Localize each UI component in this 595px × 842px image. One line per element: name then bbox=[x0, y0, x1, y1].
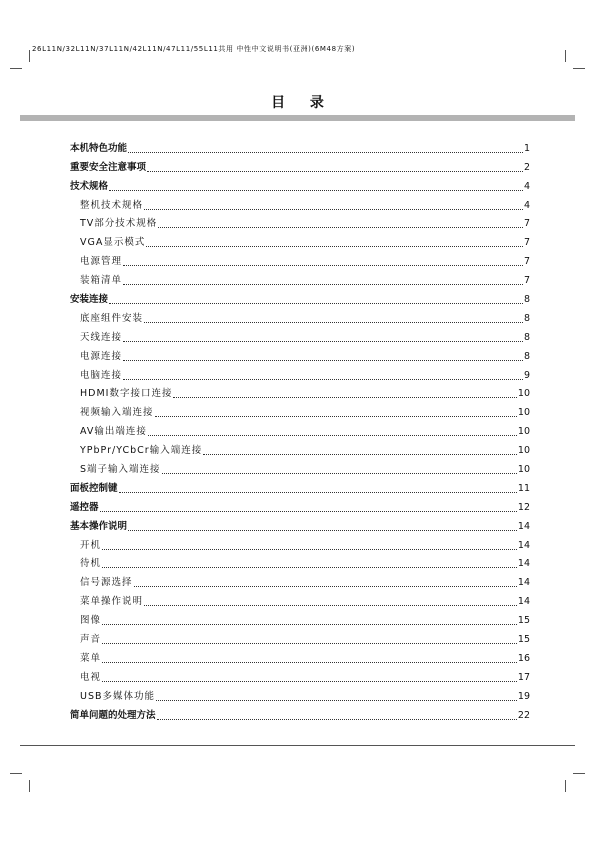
toc-entry-title: 遥控器 bbox=[70, 501, 99, 513]
dot-leader bbox=[123, 341, 523, 342]
dot-leader bbox=[102, 549, 517, 550]
toc-page-number: 7 bbox=[523, 275, 530, 287]
toc-page-number: 19 bbox=[517, 690, 530, 702]
toc-entry-title: S端子输入端连接 bbox=[80, 464, 161, 476]
dot-leader bbox=[109, 303, 523, 304]
toc-entry-title: TV部分技术规格 bbox=[80, 218, 158, 230]
toc-entry-title: 信号源选择 bbox=[80, 577, 133, 589]
toc-section-entry[interactable] bbox=[70, 420, 530, 439]
toc-entry-title: VGA显示模式 bbox=[80, 237, 146, 249]
toc-page-number: 10 bbox=[517, 426, 530, 438]
crop-mark-top-left-h bbox=[10, 68, 22, 69]
dot-leader bbox=[109, 190, 523, 191]
toc-chapter-entry[interactable] bbox=[70, 156, 530, 175]
dot-leader bbox=[102, 624, 517, 625]
toc-section-entry[interactable] bbox=[70, 628, 530, 647]
toc-entry-title: 技术规格 bbox=[70, 180, 109, 192]
toc-section-entry[interactable] bbox=[70, 213, 530, 232]
document-header: 26L11N/32L11N/37L11N/42L11N/47L11/55L11共用 中性中文说明书(亚洲)(6M48方案) bbox=[32, 45, 356, 53]
toc-chapter-entry[interactable] bbox=[70, 496, 530, 515]
dot-leader bbox=[144, 322, 523, 323]
toc-page-number: 1 bbox=[523, 142, 530, 154]
dot-leader bbox=[100, 511, 517, 512]
dot-leader bbox=[102, 567, 517, 568]
toc-entry-title: 电源管理 bbox=[80, 256, 123, 268]
toc-page-number: 14 bbox=[517, 577, 530, 589]
toc-chapter-entry[interactable] bbox=[70, 175, 530, 194]
toc-section-entry[interactable] bbox=[70, 250, 530, 269]
crop-mark-bottom-left-v bbox=[29, 780, 30, 792]
toc-entry-title: 开机 bbox=[80, 539, 102, 551]
dot-leader bbox=[144, 209, 523, 210]
dot-leader bbox=[123, 284, 523, 285]
dot-leader bbox=[102, 681, 517, 682]
toc-page-number: 14 bbox=[517, 558, 530, 570]
toc-chapter-entry[interactable] bbox=[70, 704, 530, 723]
toc-page-number: 7 bbox=[523, 256, 530, 268]
toc-section-entry[interactable] bbox=[70, 685, 530, 704]
toc-page-number: 22 bbox=[517, 709, 530, 721]
toc-chapter-entry[interactable] bbox=[70, 137, 530, 156]
toc-page-number: 10 bbox=[517, 464, 530, 476]
dot-leader bbox=[119, 492, 517, 493]
toc-page-number: 8 bbox=[523, 312, 530, 324]
toc-entry-title: 菜单 bbox=[80, 652, 102, 664]
dot-leader bbox=[162, 473, 517, 474]
toc-section-entry[interactable] bbox=[70, 666, 530, 685]
dot-leader bbox=[123, 360, 523, 361]
toc-page-number: 7 bbox=[523, 237, 530, 249]
toc-page-number: 16 bbox=[517, 652, 530, 664]
toc-page-number: 9 bbox=[523, 369, 530, 381]
toc-entry-title: 电脑连接 bbox=[80, 369, 123, 381]
toc-entry-title: 重要安全注意事项 bbox=[70, 161, 147, 173]
dot-leader bbox=[134, 586, 517, 587]
toc-page-number: 14 bbox=[517, 596, 530, 608]
toc-section-entry[interactable] bbox=[70, 571, 530, 590]
toc-page-number: 7 bbox=[523, 218, 530, 230]
toc-page-number: 12 bbox=[517, 501, 530, 513]
toc-section-entry[interactable] bbox=[70, 534, 530, 553]
toc-entry-title: 整机技术规格 bbox=[80, 199, 144, 211]
toc-entry-title: 简单问题的处理方法 bbox=[70, 709, 156, 721]
toc-section-entry[interactable] bbox=[70, 194, 530, 213]
toc-entry-title: 装箱清单 bbox=[80, 275, 123, 287]
toc-entry-title: 面板控制键 bbox=[70, 482, 118, 494]
crop-mark-top-right-v bbox=[565, 50, 566, 62]
dot-leader bbox=[147, 171, 523, 172]
toc-entry-title: 底座组件安装 bbox=[80, 312, 144, 324]
toc-page-number: 14 bbox=[517, 520, 530, 532]
dot-leader bbox=[128, 530, 517, 531]
crop-mark-bottom-right-h bbox=[573, 773, 585, 774]
dot-leader bbox=[173, 397, 516, 398]
toc-entry-title: 声音 bbox=[80, 634, 102, 646]
toc-page-number: 17 bbox=[517, 671, 530, 683]
toc-page-number: 4 bbox=[523, 199, 530, 211]
toc-chapter-entry[interactable] bbox=[70, 477, 530, 496]
toc-entry-title: 视频输入端连接 bbox=[80, 407, 154, 419]
toc-entry-title: 天线连接 bbox=[80, 331, 123, 343]
toc-entry-title: 基本操作说明 bbox=[70, 520, 128, 532]
toc-entry-title: 安装连接 bbox=[70, 294, 109, 306]
toc-section-entry[interactable] bbox=[70, 345, 530, 364]
dot-leader bbox=[146, 246, 523, 247]
toc-page-number: 4 bbox=[523, 180, 530, 192]
dot-leader bbox=[155, 416, 517, 417]
toc-entry-title: 电源连接 bbox=[80, 350, 123, 362]
dot-leader bbox=[156, 700, 517, 701]
toc-page-number: 15 bbox=[517, 634, 530, 646]
toc-section-entry[interactable] bbox=[70, 383, 530, 402]
title-underline-bar bbox=[20, 115, 575, 121]
toc-section-entry[interactable] bbox=[70, 326, 530, 345]
toc-page-number: 11 bbox=[517, 482, 530, 494]
crop-mark-top-left-v bbox=[29, 50, 30, 62]
toc-section-entry[interactable] bbox=[70, 231, 530, 250]
toc-entry-title: 菜单操作说明 bbox=[80, 596, 144, 608]
dot-leader bbox=[123, 379, 523, 380]
crop-mark-top-right-h bbox=[573, 68, 585, 69]
dot-leader bbox=[148, 435, 517, 436]
toc-section-entry[interactable] bbox=[70, 307, 530, 326]
toc-section-entry[interactable] bbox=[70, 439, 530, 458]
toc-section-entry[interactable] bbox=[70, 590, 530, 609]
toc-section-entry[interactable] bbox=[70, 269, 530, 288]
toc-page-number: 8 bbox=[523, 331, 530, 343]
toc-page-number: 2 bbox=[523, 161, 530, 173]
toc-page-number: 15 bbox=[517, 615, 530, 627]
dot-leader bbox=[123, 265, 523, 266]
toc-section-entry[interactable] bbox=[70, 458, 530, 477]
toc-entry-title: USB多媒体功能 bbox=[80, 690, 156, 702]
toc-entry-title: AV输出端连接 bbox=[80, 426, 147, 438]
toc-entry-title: YPbPr/YCbCr输入端连接 bbox=[80, 445, 203, 457]
dot-leader bbox=[144, 605, 517, 606]
toc-entry-title: 电视 bbox=[80, 671, 102, 683]
toc-section-entry[interactable] bbox=[70, 647, 530, 666]
crop-mark-bottom-right-v bbox=[565, 780, 566, 792]
toc-page-number: 8 bbox=[523, 294, 530, 306]
toc-chapter-entry[interactable] bbox=[70, 515, 530, 534]
toc-page-number: 8 bbox=[523, 350, 530, 362]
dot-leader bbox=[203, 454, 517, 455]
toc-entry-title: 本机特色功能 bbox=[70, 142, 128, 154]
toc-chapter-entry[interactable] bbox=[70, 288, 530, 307]
toc-page-number: 10 bbox=[517, 388, 530, 400]
toc-entry-title: 待机 bbox=[80, 558, 102, 570]
dot-leader bbox=[102, 662, 517, 663]
dot-leader bbox=[158, 227, 523, 228]
table-of-contents bbox=[70, 137, 530, 723]
toc-entry-title: 图像 bbox=[80, 615, 102, 627]
toc-section-entry[interactable] bbox=[70, 553, 530, 572]
dot-leader bbox=[157, 719, 517, 720]
footer-rule bbox=[20, 745, 575, 746]
toc-section-entry[interactable] bbox=[70, 364, 530, 383]
dot-leader bbox=[102, 643, 517, 644]
crop-mark-bottom-left-h bbox=[10, 773, 22, 774]
page-title: 目 录 bbox=[271, 95, 334, 111]
toc-page-number: 14 bbox=[517, 539, 530, 551]
dot-leader bbox=[128, 152, 523, 153]
toc-page-number: 10 bbox=[517, 407, 530, 419]
toc-entry-title: HDMI数字接口连接 bbox=[80, 388, 173, 400]
toc-section-entry[interactable] bbox=[70, 609, 530, 628]
toc-section-entry[interactable] bbox=[70, 401, 530, 420]
toc-page-number: 10 bbox=[517, 445, 530, 457]
